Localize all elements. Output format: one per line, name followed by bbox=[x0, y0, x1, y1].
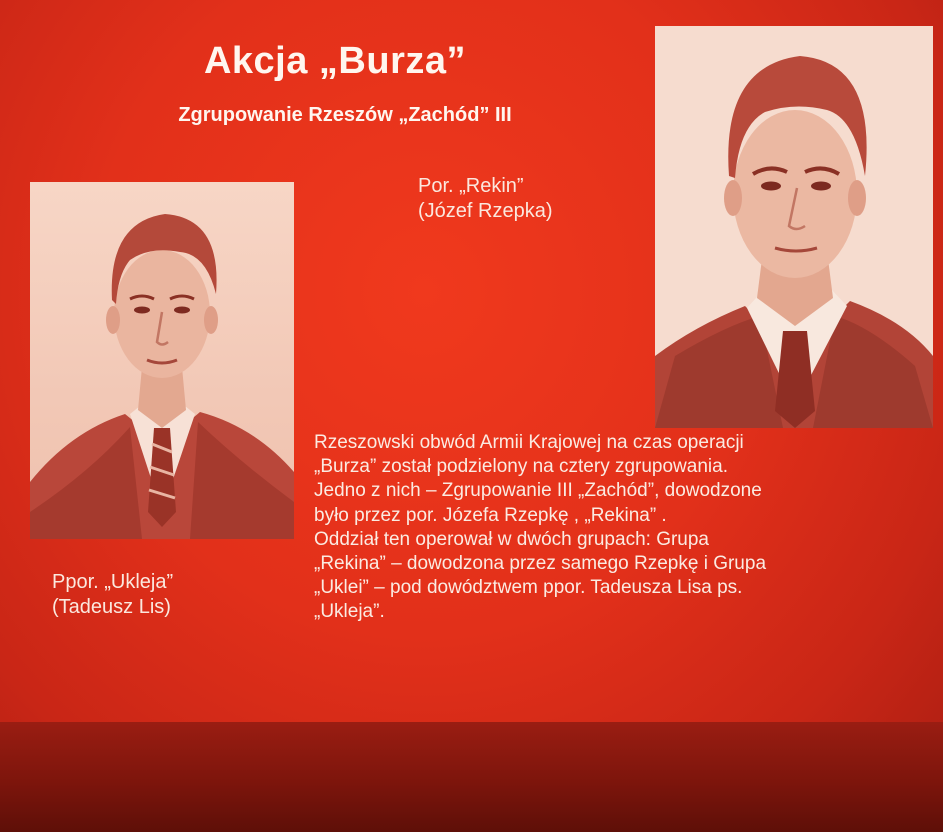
body-line: było przez por. Józefa Rzepkę , „Rekina” . bbox=[314, 504, 667, 526]
caption-rekin-rank: Por. „Rekin” bbox=[418, 175, 524, 197]
portrait-ukleja bbox=[30, 182, 294, 539]
screen-bottom-shadow bbox=[0, 722, 943, 832]
slide-subtitle: Zgrupowanie Rzeszów „Zachód” III bbox=[178, 104, 512, 126]
caption-rekin bbox=[418, 174, 553, 224]
body-line: Oddział ten operował w dwóch grupach: Grupa bbox=[314, 528, 710, 550]
body-line: „Rekina” – dowodzona przez samego Rzepkę i Grupa bbox=[314, 553, 767, 575]
slide-title: Akcja „Burza” bbox=[203, 40, 467, 82]
body-line: „Uklei” – pod dowództwem ppor. Tadeusza Lisa ps. bbox=[314, 577, 743, 599]
body-line: Rzeszowski obwód Armii Krajowej na czas operacji bbox=[314, 432, 744, 453]
body-line: „Ukleja”. bbox=[314, 601, 385, 623]
caption-ukleja-rank: Ppor. „Ukleja” bbox=[52, 571, 174, 593]
body-line: „Burza” został podzielony na cztery zgrupowania. bbox=[314, 456, 728, 478]
caption-rekin-name: (Józef Rzepka) bbox=[418, 200, 553, 222]
slide-body-text bbox=[314, 431, 914, 625]
portrait-ukleja-drawing bbox=[30, 182, 294, 539]
portrait-rekin bbox=[655, 26, 933, 428]
body-line: Jedno z nich – Zgrupowanie III „Zachód”, dowodzone bbox=[314, 480, 762, 502]
caption-ukleja bbox=[52, 570, 173, 620]
caption-ukleja-name: (Tadeusz Lis) bbox=[52, 596, 171, 618]
portrait-rekin-drawing bbox=[655, 26, 933, 428]
